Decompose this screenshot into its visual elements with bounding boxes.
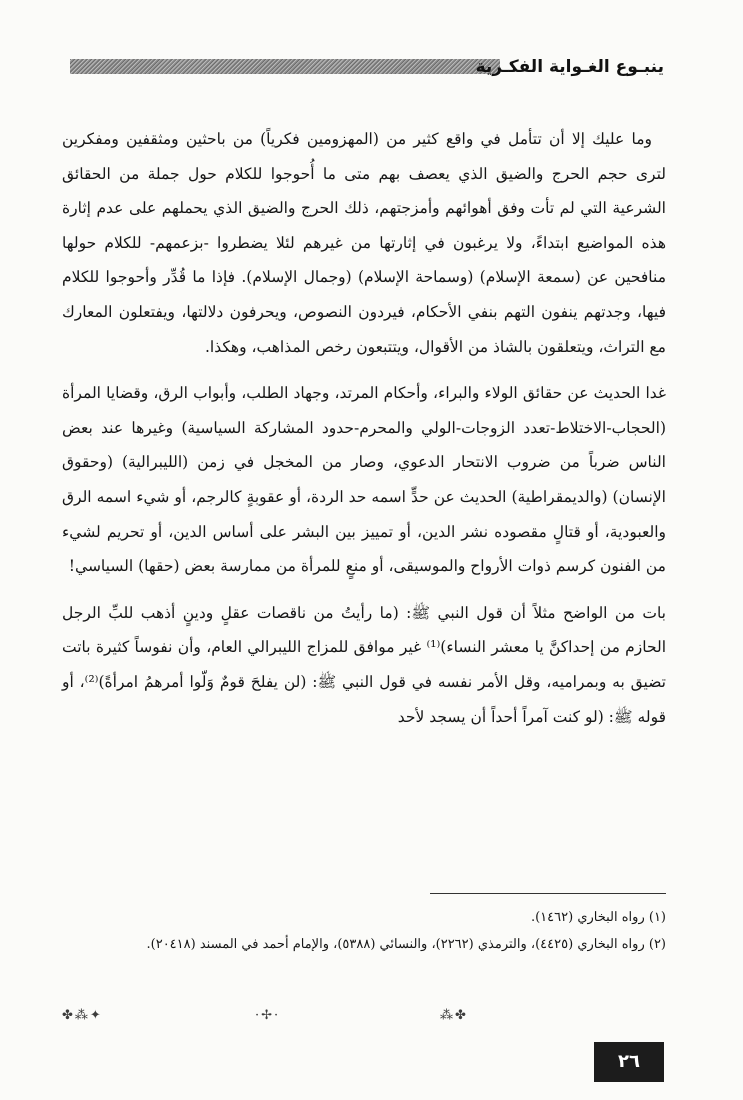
footnote-2: (٢) رواه البخاري (٤٤٢٥)، والترمذي (٢٢٦٢)، والنسائي (٥٣٨٨)، والإمام أحمد في المسند (٢٠٤١٨). [146, 937, 666, 952]
body-text [62, 122, 666, 746]
header-title: ينبـوع الغـواية الفكـرية [475, 57, 664, 77]
running-header [70, 55, 664, 79]
paragraph-1: وما عليك إلا أن تتأمل في واقع كثير من (المهزومين فكرياً) من باحثين ومثقفين ومفكرين لترى حجم الحرج والضيق الذي يعصف بهم متى ما أُحوجوا للكلام حول جملة من الحقائق الشرعية التي لم تأت وفق أهوائهم وأمزجتهم، ذلك الحرج والضيق الذي يحملهم على عدم إثارة هذه المواضيع ابتداءً، ولا يرغبون في إثارتها من غيرهم لئلا يضطروا -بزعمهم- للكلام حولها منافحين عن (سمعة الإسلام) (وسماحة الإسلام) (وجمال الإسلام). فإذا ما قُدِّر وأحوجوا للكلام فيها، وجدتهم ينفون التهم بنفي الأحكام، فيردون النصوص، ويحرفون دلالتها، ويفتعلون المعارك مع التراث، ويتعلقون بالشاذ من الأقوال، ويتتبعون رخص المذاهب، وهكذا. [62, 130, 666, 356]
paragraph-3: بات من الواضح مثلاً أن قول النبي ﷺ: (ما رأيتُ من ناقصات عقلٍ ودينٍ أذهب للبِّ الرجل الحازم من إحداكنَّ يا معشر النساء)⁽¹⁾ غير موافق للمزاج الليبرالي العام، وأن نفوساً كثيرة باتت تضيق به وبمراميه، وقل الأمر نفسه في قول النبي ﷺ: (لن يفلحَ قومٌ وَلّوا أمرهمُ امرأةً)⁽²⁾، أو قوله ﷺ: (لو كنت آمراً أحداً أن يسجد لأحد [62, 603, 667, 726]
footnote-separator [430, 893, 666, 894]
header-decorative-bar [70, 59, 500, 74]
decorative-ornament-center: ·✢· [255, 1008, 281, 1023]
footnote-1: (١) رواه البخاري (١٤٦٢). [530, 910, 666, 925]
footnotes [62, 904, 666, 958]
page-number-tab [594, 1042, 664, 1082]
decorative-ornament-left: ✤⁂✦ [62, 1008, 103, 1023]
paragraph-2: غدا الحديث عن حقائق الولاء والبراء، وأحكام المرتد، وجهاد الطلب، وأبواب الرق، وقضايا المرأة (الحجاب-الاختلاط-تعدد الزوجات-الولي والمحرم-حدود المشاركة السياسية) وغيرها عند بعض الناس ضرباً من ضروب الانتحار الدعوي، وصار من المخجل في زمن (الليبرالية) (وحقوق الإنسان) (والديمقراطية) الحديث عن حدٍّ اسمه حد الردة، أو عقوبةٍ كالرجم، أو شيء اسمه الرق والعبودية، أو قتالٍ مقصوده نشر الدين، أو تمييز بين البشر على أساس الدين، أو تحريم لشيء من الفنون كرسم ذوات الأرواح والموسيقى، أو منعٍ للمرأة من ممارسة بعض (حقها) السياسي! [62, 384, 666, 576]
decorative-ornament-right: ⁂✤ [440, 1008, 468, 1023]
page-number: ٢٦ [618, 1051, 640, 1072]
